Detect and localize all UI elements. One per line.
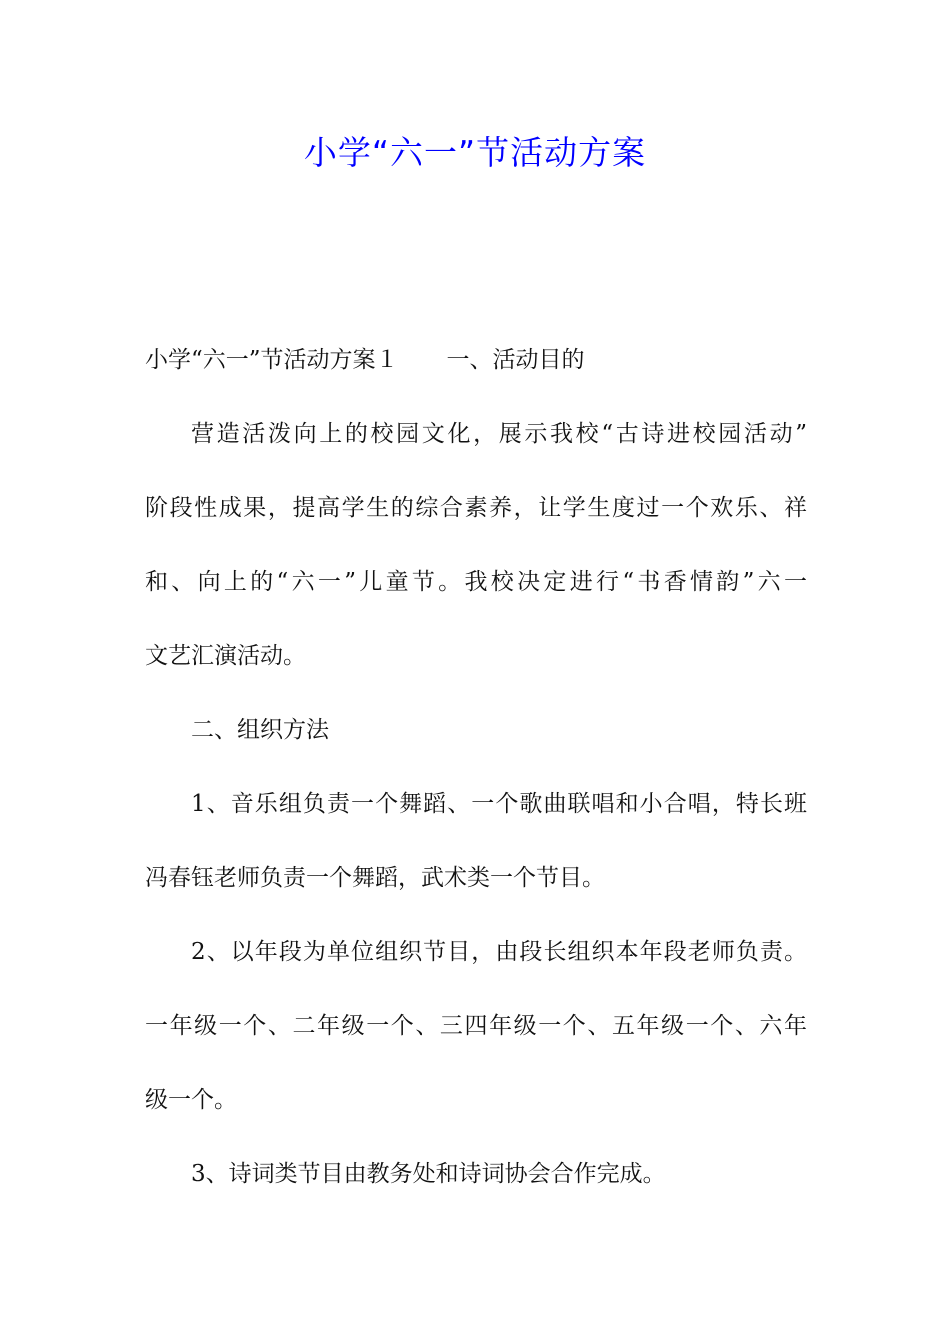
paragraph-line-4: 和、向上的“六一”儿童节。我校决定进行“书香情韵”六一 [145, 569, 807, 595]
section-heading: 小学“六一”节活动方案１ [145, 347, 399, 373]
paragraph-line-7: 1、音乐组负责一个舞蹈、一个歌曲联唱和小合唱，特长班 [191, 791, 807, 817]
document-body [145, 336, 807, 1224]
document-title: 小学“六一”节活动方案 [303, 133, 647, 172]
subsection-heading-purpose: 一、活动目的 [446, 347, 585, 373]
paragraph-line-11: 级一个。 [145, 1087, 237, 1113]
paragraph-line-10: 一年级一个、二年级一个、三四年级一个、五年级一个、六年 [145, 1013, 807, 1039]
paragraph-line-9: 2、以年段为单位组织节目，由段长组织本年段老师负责。 [191, 939, 807, 965]
paragraph-line-3: 阶段性成果，提高学生的综合素养，让学生度过一个欢乐、祥 [145, 495, 807, 521]
paragraph-line-5: 文艺汇演活动。 [145, 643, 306, 669]
paragraph-line-12: 3、诗词类节目由教务处和诗词协会合作完成。 [191, 1161, 666, 1187]
paragraph-line-2: 营造活泼向上的校园文化，展示我校“古诗进校园活动” [191, 421, 807, 447]
subsection-heading-method: 二、组织方法 [191, 717, 329, 743]
paragraph-line-1 [145, 336, 807, 410]
paragraph-line-8: 冯春钰老师负责一个舞蹈，武术类一个节目。 [145, 865, 605, 891]
